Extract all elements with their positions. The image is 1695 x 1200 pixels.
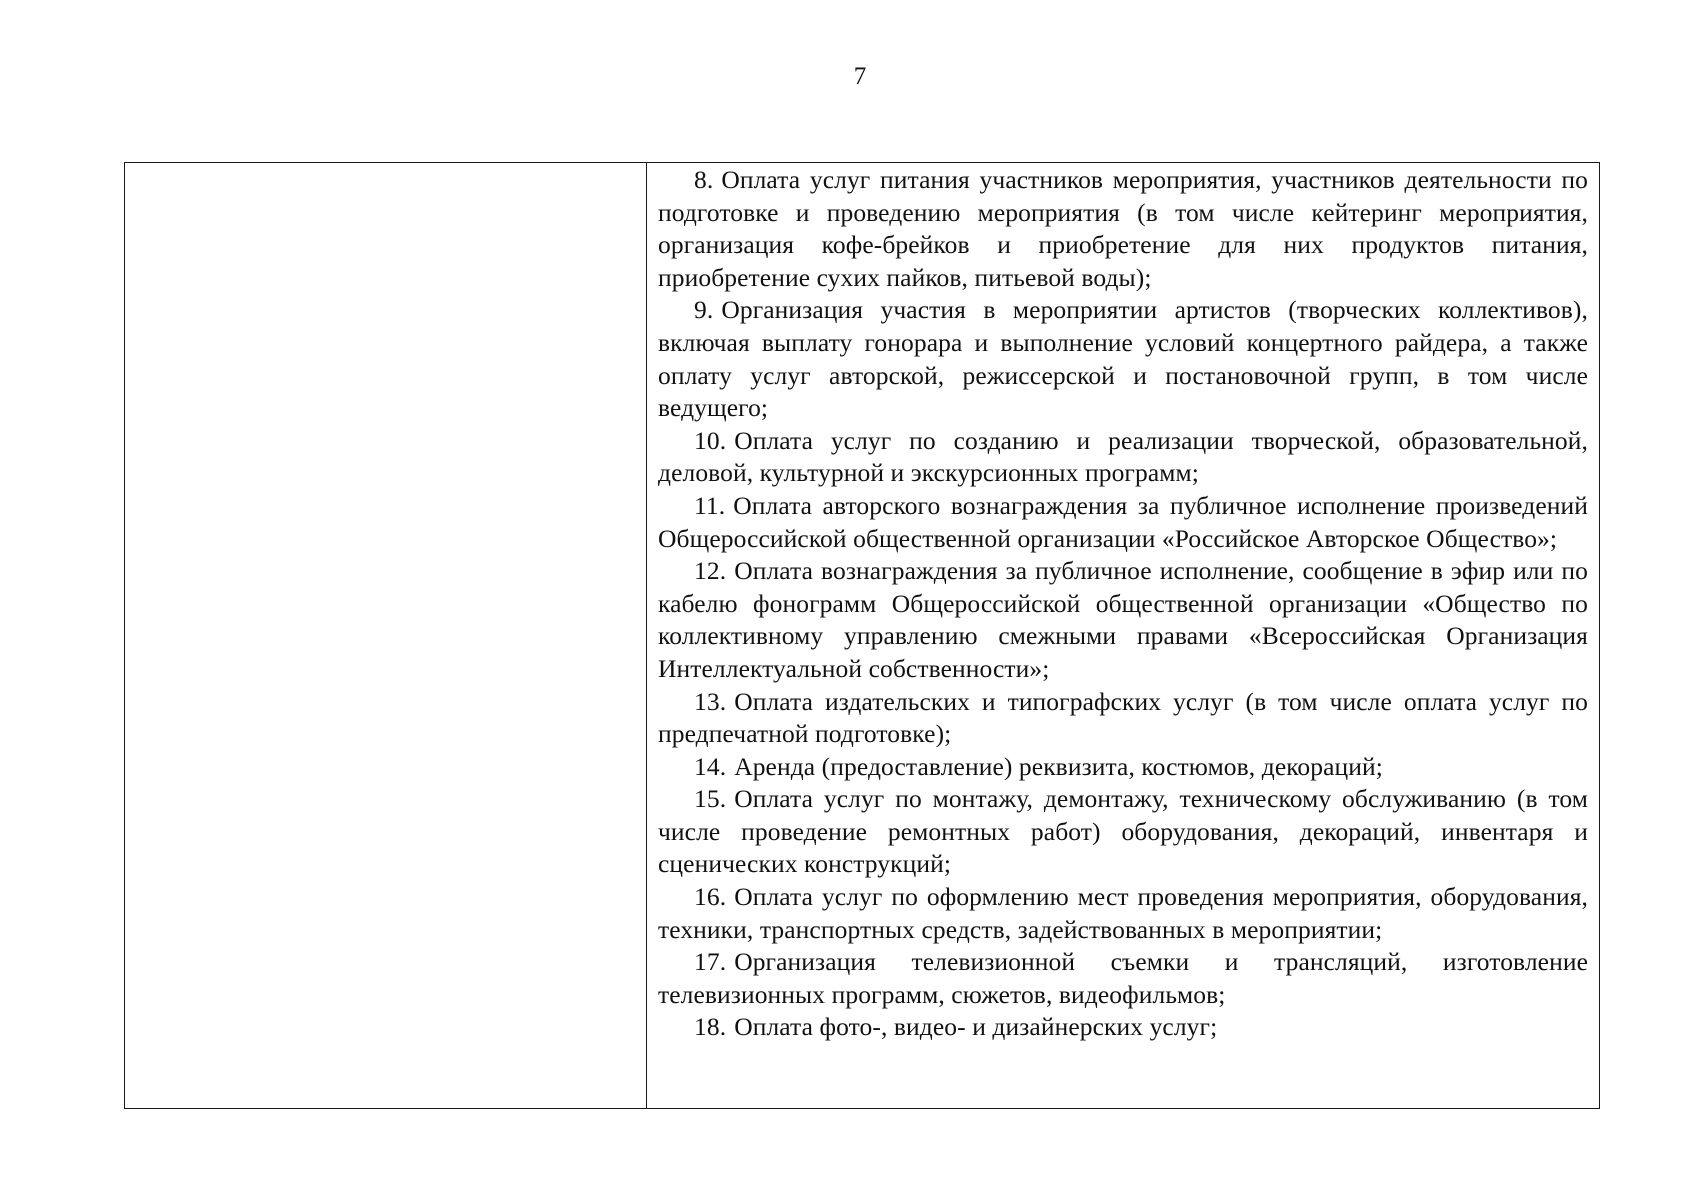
- item-number: 12.: [694, 556, 727, 586]
- list-item: [658, 783, 1588, 881]
- page-number: 7: [853, 63, 867, 90]
- document-table: [124, 162, 1600, 1109]
- item-text: Аренда (предоставление) реквизита, костюмов, декораций;: [734, 751, 1383, 781]
- table-left-cell: [125, 163, 647, 1108]
- list-item: [658, 164, 1588, 294]
- item-text: Оплата авторского вознаграждения за публичное исполнение произведений Общероссийской общественной организации «Российское Авторское Общество»;: [658, 490, 1588, 553]
- list-item: [658, 946, 1588, 1011]
- item-number: 10.: [694, 425, 727, 455]
- list-item: [658, 751, 1588, 784]
- list-item: [658, 1011, 1588, 1044]
- item-text: Оплата вознаграждения за публичное исполнение, сообщение в эфир или по кабелю фонограмм Общероссийской общественной организации «Общество по коллективному управлению смежными правами «Всероссийская Организация Интеллектуальной собственности»;: [658, 556, 1588, 683]
- list-item: [658, 294, 1588, 424]
- item-text: Организация участия в мероприятии артистов (творческих коллективов), включая выплату гонорара и выполнение условий концертного райдера, а также оплату услуг авторской, режиссерской и постановочной групп, в том числе ведущего;: [658, 295, 1588, 423]
- item-number: 8.: [694, 165, 714, 194]
- item-text: Оплата услуг по оформлению мест проведения мероприятия, оборудования, техники, транспортных средств, задействованных в мероприятии;: [658, 882, 1588, 944]
- item-text: Оплата услуг по созданию и реализации творческой, образовательной, деловой, культурной и экскурсионных программ;: [658, 425, 1588, 488]
- item-number: 13.: [694, 686, 727, 716]
- item-number: 9.: [694, 295, 714, 325]
- item-number: 15.: [694, 784, 727, 814]
- item-number: 14.: [694, 751, 727, 781]
- item-text: Оплата фото-, видео- и дизайнерских услуг;: [734, 1012, 1218, 1042]
- item-text: Оплата издательских и типографских услуг (в том числе оплата услуг по предпечатной подготовке);: [658, 686, 1588, 749]
- list-item: [658, 881, 1588, 946]
- list-item: [658, 490, 1588, 555]
- item-text: Оплата услуг питания участников мероприятия, участников деятельности по подготовке и проведению мероприятия (в том числе кейтеринг мероприятия, организация кофе-брейков и приобретение для них продуктов питания, приобретение сухих пайков, питьевой воды);: [658, 165, 1588, 292]
- item-text: Организация телевизионной съемки и трансляций, изготовление телевизионных программ, сюжетов, видеофильмов;: [658, 947, 1588, 1009]
- table-right-cell: [647, 163, 1599, 1108]
- list-item: [658, 425, 1588, 490]
- list-item: [658, 555, 1588, 685]
- item-number: 11.: [694, 490, 726, 520]
- item-number: 16.: [694, 882, 727, 912]
- list-item: [658, 686, 1588, 751]
- item-number: 18.: [694, 1012, 727, 1042]
- item-number: 17.: [694, 947, 727, 977]
- item-text: Оплата услуг по монтажу, демонтажу, техническому обслуживанию (в том числе проведение ремонтных работ) оборудования, декораций, инвентаря и сценических конструкций;: [658, 784, 1588, 879]
